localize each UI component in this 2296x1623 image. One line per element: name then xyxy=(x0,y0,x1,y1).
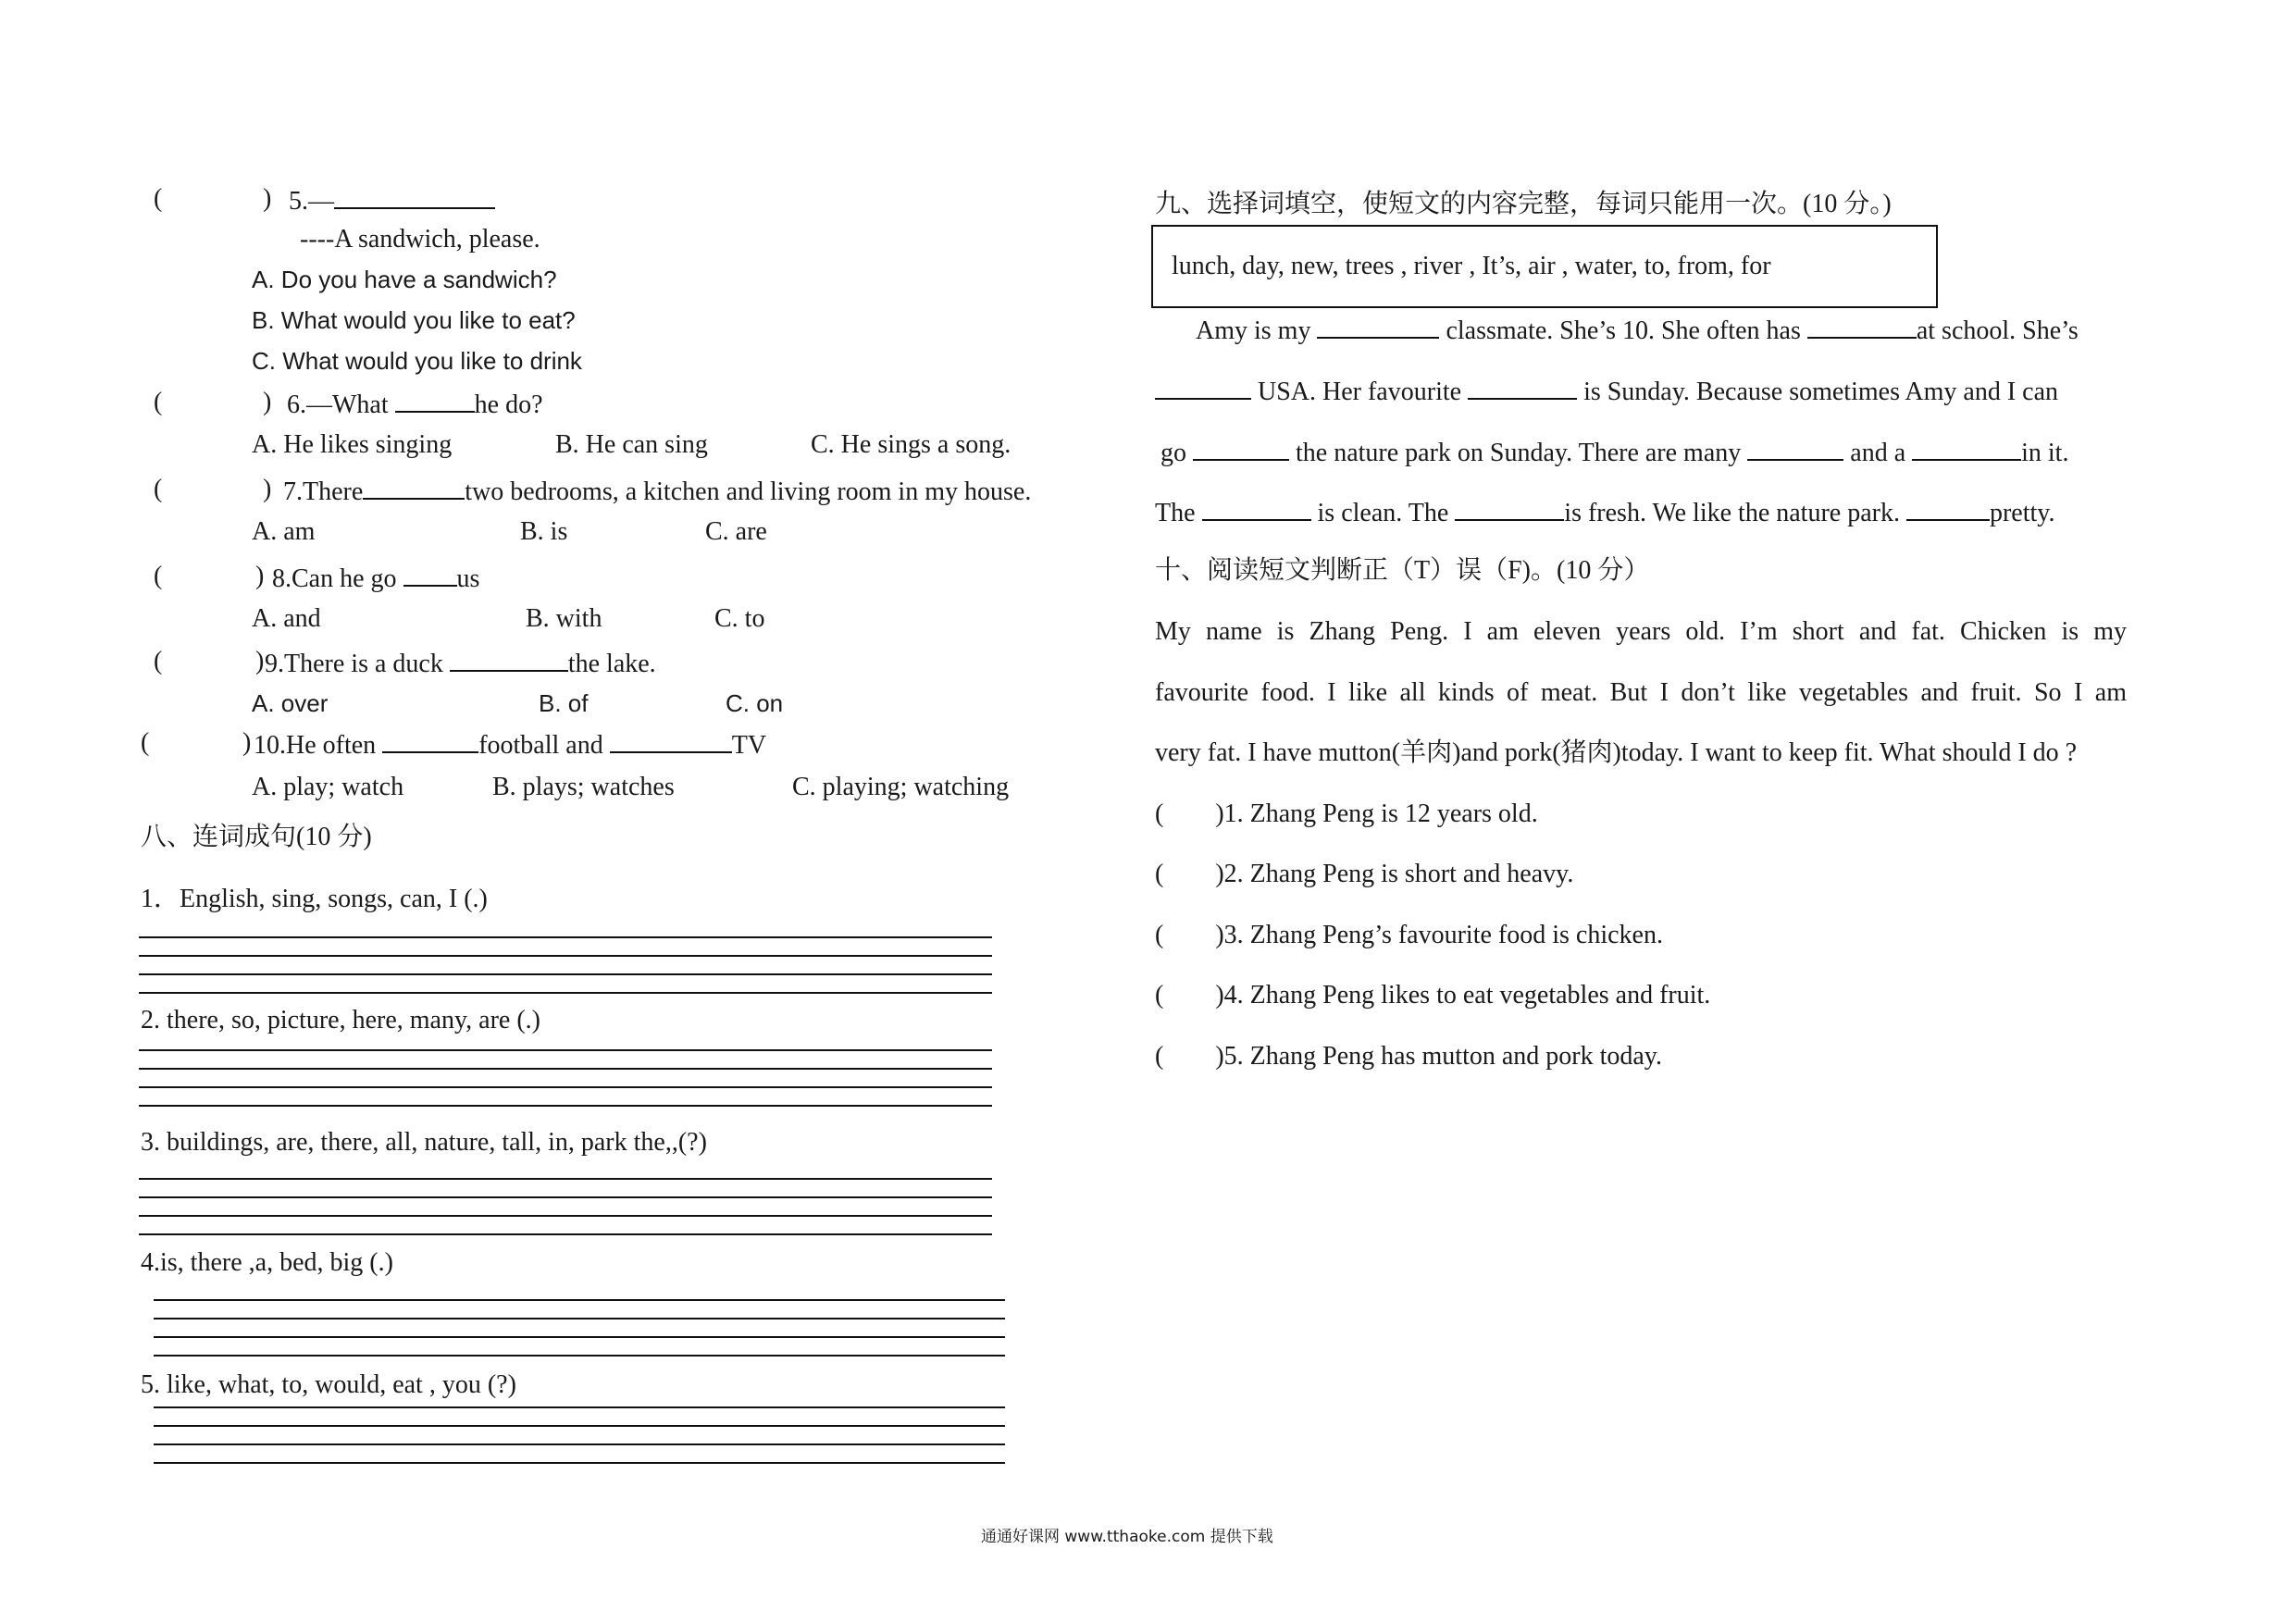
cloze-blank-2[interactable] xyxy=(1807,313,1917,339)
q6-close: ) xyxy=(263,388,272,416)
word-bank: lunch, day, new, trees , river , It’s, air , water, to, from, for xyxy=(1172,252,1771,280)
tf-item-5: ( )5. Zhang Peng has mutton and pork today. xyxy=(1155,1042,1662,1071)
q7-close: ) xyxy=(263,475,272,503)
tf-item-1: ( )1. Zhang Peng is 12 years old. xyxy=(1155,799,1538,828)
cloze-blank-7[interactable] xyxy=(1912,435,2021,461)
q10-option-a: A. play; watch xyxy=(252,773,404,801)
passage-line-3: very fat. I have mutton(羊肉)and pork(猪肉)today. I want to keep fit. What should I do ? xyxy=(1155,738,2078,767)
q8-paren: ( xyxy=(154,562,163,590)
q10-option-c: C. playing; watching xyxy=(792,773,1010,801)
tf-item-4: ( )4. Zhang Peng likes to eat vegetables and fruit. xyxy=(1155,981,1711,1010)
q8-option-a: A. and xyxy=(252,604,321,633)
q5-option-c: C. What would you like to drink xyxy=(252,347,582,375)
tf-item-3: ( )3. Zhang Peng’s favourite food is chicken. xyxy=(1155,921,1663,949)
passage-line-2: favourite food. I like all kinds of meat. But I don’t like vegetables and fruit. So I am xyxy=(1155,678,2127,707)
cloze-blank-6[interactable] xyxy=(1747,435,1843,461)
cloze-line-1: Amy is my classmate. She’s 10. She often has at school. She’s xyxy=(1196,313,2079,347)
q9-paren: ( xyxy=(154,647,163,675)
q10-blank-1[interactable] xyxy=(382,727,478,753)
q7-option-c: C. are xyxy=(705,517,767,546)
q10-paren: ( xyxy=(141,728,150,757)
q5-answer: ----A sandwich, please. xyxy=(300,225,540,254)
cloze-line-4: The is clean. The is fresh. We like the nature park. pretty. xyxy=(1155,495,2054,529)
q9-blank[interactable] xyxy=(450,646,568,672)
q6-question: 6.—What he do? xyxy=(287,387,543,421)
q10-question: 10.He often football and TV xyxy=(254,727,766,762)
q7-option-a: A. am xyxy=(252,517,316,546)
q6-paren: ( xyxy=(154,388,163,416)
q8-question: 8.Can he go us xyxy=(272,561,479,595)
q9-question: 9.There is a duck the lake. xyxy=(265,646,656,680)
word-bank-box xyxy=(1151,225,1938,308)
q10-close: ) xyxy=(242,728,252,757)
q6-option-b: B. He can sing xyxy=(555,430,708,459)
sentence-item-1: 1．English, sing, songs, can, I (.) xyxy=(141,885,488,913)
q7-blank[interactable] xyxy=(363,474,465,500)
q6-blank[interactable] xyxy=(395,387,475,413)
sentence-item-5: 5. like, what, to, would, eat , you (?) xyxy=(141,1370,516,1399)
q10-option-b: B. plays; watches xyxy=(492,773,675,801)
cloze-line-3: go the nature park on Sunday. There are many and a in it. xyxy=(1160,435,2068,469)
passage-line-1: My name is Zhang Peng. I am eleven years old. I’m short and fat. Chicken is my xyxy=(1155,617,2127,646)
q6-option-c: C. He sings a song. xyxy=(811,430,1011,459)
tf-item-2: ( )2. Zhang Peng is short and heavy. xyxy=(1155,860,1574,888)
q5-question: 5.— xyxy=(289,183,495,217)
section10-title: 十、阅读短文判断正（T）误（F)。(10 分） xyxy=(1155,556,1650,585)
q9-option-c: C. on xyxy=(726,689,784,717)
section9-title: 九、选择词填空，使短文的内容完整，每词只能用一次。(10 分。) xyxy=(1155,190,1892,218)
q10-blank-2[interactable] xyxy=(610,727,732,753)
q7-option-b: B. is xyxy=(520,517,568,546)
q7-paren: ( xyxy=(154,475,163,503)
q6-option-a: A. He likes singing xyxy=(252,430,453,459)
q9-option-a: A. over xyxy=(252,689,329,717)
cloze-blank-9[interactable] xyxy=(1455,495,1564,521)
cloze-blank-1[interactable] xyxy=(1317,313,1439,339)
q5-blank[interactable] xyxy=(334,183,495,209)
q8-close: ) xyxy=(255,562,265,590)
sentence-item-4: 4.is, there ,a, bed, big (.) xyxy=(141,1248,393,1277)
sentence-item-2: 2. there, so, picture, here, many, are (.) xyxy=(141,1006,540,1035)
cloze-blank-4[interactable] xyxy=(1468,374,1577,400)
q7-question: 7.There two bedrooms, a kitchen and living room in my house. xyxy=(283,474,1031,508)
cloze-blank-10[interactable] xyxy=(1906,495,1990,521)
cloze-blank-8[interactable] xyxy=(1202,495,1311,521)
cloze-line-2: USA. Her favourite is Sunday. Because sometimes Amy and I can xyxy=(1155,374,2058,408)
q5-option-b: B. What would you like to eat? xyxy=(252,306,576,334)
q9-close: ) xyxy=(255,647,265,675)
cloze-blank-5[interactable] xyxy=(1193,435,1289,461)
q5-close: ) xyxy=(263,184,272,213)
q8-option-c: C. to xyxy=(714,604,765,633)
q8-blank[interactable] xyxy=(403,561,457,587)
footer-credit: 通通好课网 www.tthaoke.com 提供下载 xyxy=(981,1528,1273,1546)
q8-option-b: B. with xyxy=(526,604,602,633)
cloze-blank-3[interactable] xyxy=(1155,374,1251,400)
section8-title: 八、连词成句(10 分) xyxy=(141,823,372,851)
q5-paren: ( xyxy=(154,184,163,213)
q5-option-a: A. Do you have a sandwich? xyxy=(252,266,557,293)
sentence-item-3: 3. buildings, are, there, all, nature, tall, in, park the,,(?) xyxy=(141,1128,707,1157)
q9-option-b: B. of xyxy=(539,689,589,717)
